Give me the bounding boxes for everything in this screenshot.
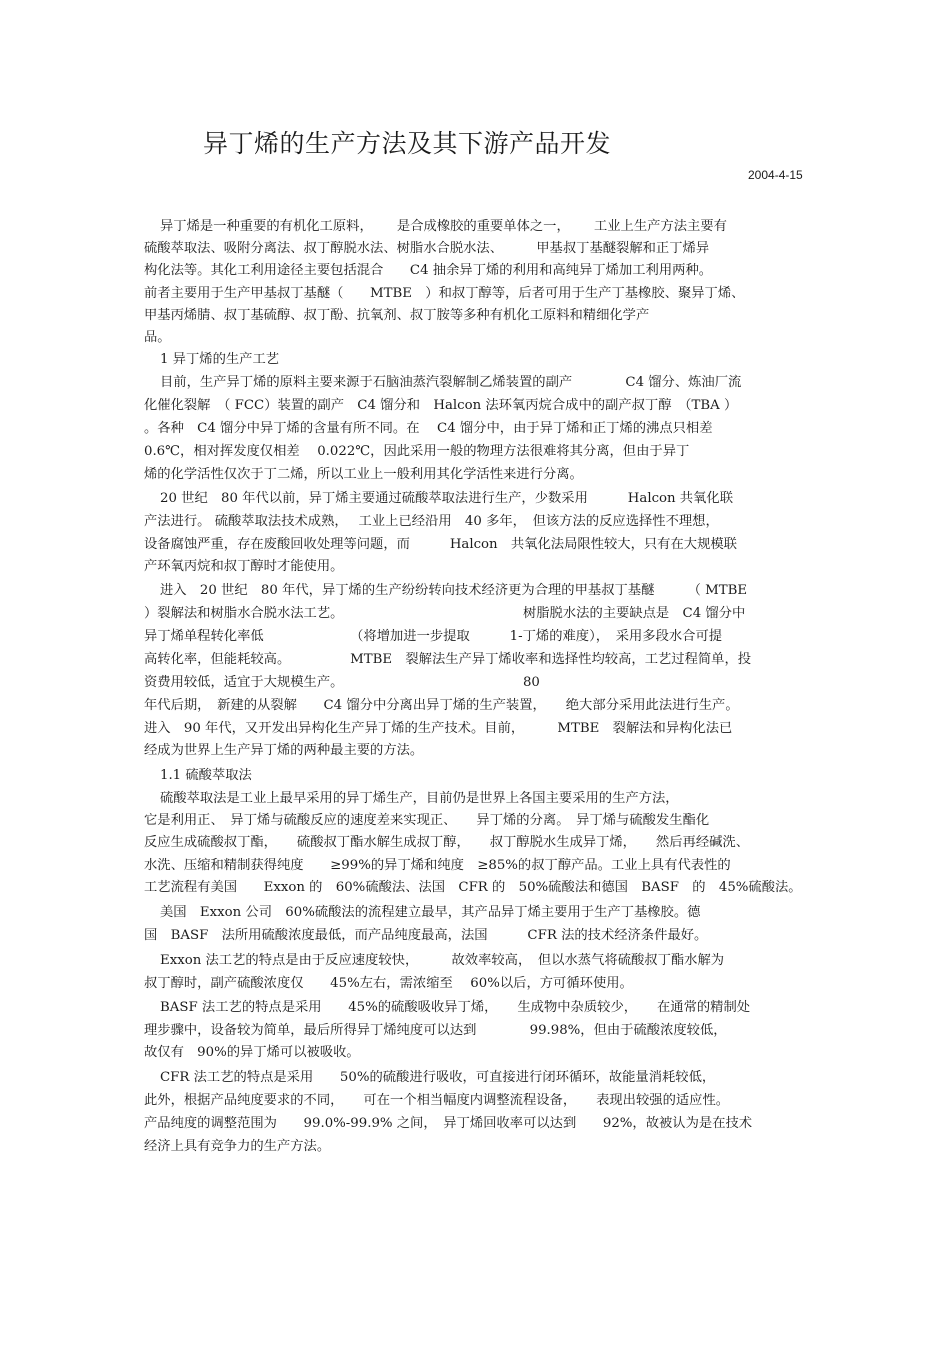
- paragraph-line: 异丁烯单程转化率低 （将增加进一步提取 1-丁烯的难度）， 采用多段水合可提: [144, 629, 723, 644]
- paragraph-line: Exxon 法工艺的特点是由于反应速度较快， 故效率较高， 但以水蒸气将硫酸叔丁酯水解为: [160, 953, 725, 968]
- paragraph-line: 年代后期， 新建的从裂解 C4 馏分中分离出异丁烯的生产装置， 绝大部分采用此法进行生产。: [144, 698, 739, 713]
- paragraph-line: 品。: [144, 330, 171, 345]
- paragraph-line: 故仅有 90%的异丁烯可以被吸收。: [144, 1045, 360, 1060]
- paragraph-line: 反应生成硫酸叔丁酯， 硫酸叔丁酯水解生成叔丁醇， 叔丁醇脱水生成异丁烯， 然后再经碱洗、: [144, 835, 750, 850]
- paragraph-line: 1.1 硫酸萃取法: [160, 768, 252, 783]
- paragraph-line: 化催化裂解 （ FCC）装置的副产 C4 馏分和 Halcon 法环氧丙烷合成中的副产叔丁醇 （TBA ）: [144, 398, 738, 413]
- paragraph-line: 目前，生产异丁烯的原料主要来源于石脑油蒸汽裂解制乙烯装置的副产 C4 馏分、炼油厂流: [160, 375, 742, 390]
- paragraph-line: BASF 法工艺的特点是采用 45%的硫酸吸收异丁烯， 生成物中杂质较少， 在通常的精制处: [160, 1000, 751, 1015]
- paragraph-line: CFR 法工艺的特点是采用 50%的硫酸进行吸收，可直接进行闭环循环，故能量消耗较低，: [160, 1070, 716, 1085]
- paragraph-line: 甲基丙烯腈、叔丁基硫醇、叔丁酚、抗氧剂、叔丁胺等多种有机化工原料和精细化学产: [144, 308, 650, 323]
- paragraph-line: 产环氧丙烷和叔丁醇时才能使用。: [144, 559, 344, 574]
- paragraph-line: 经成为世界上生产异丁烯的两种最主要的方法。: [144, 743, 424, 758]
- paragraph-line: 20 世纪 80 年代以前，异丁烯主要通过硫酸萃取法进行生产，少数采用 Halcon 共氧化联: [160, 491, 733, 506]
- paragraph-line: 工艺流程有美国 Exxon 的 60%硫酸法、法国 CFR 的 50%硫酸法和德国 BASF 的 45%硫酸法。: [144, 880, 802, 895]
- paragraph-line: ）裂解法和树脂水合脱水法工艺。 树脂脱水法的主要缺点是 C4 馏分中: [144, 606, 746, 621]
- paragraph-line: 1 异丁烯的生产工艺: [160, 352, 280, 367]
- paragraph-line: 烯的化学活性仅次于丁二烯，所以工业上一般利用其化学活性来进行分离。: [144, 467, 583, 482]
- paragraph-line: 产法进行。 硫酸萃取法技术成熟， 工业上已经沿用 40 多年， 但该方法的反应选择性不理想，: [144, 514, 719, 529]
- paragraph-line: 经济上具有竞争力的生产方法。: [144, 1139, 331, 1154]
- paragraph-line: 国 BASF 法所用硫酸浓度最低，而产品纯度最高，法国 CFR 法的技术经济条件最好。: [144, 928, 708, 943]
- paragraph-line: 0.6℃，相对挥发度仅相差 0.022℃，因此采用一般的物理方法很难将其分离，但由于异丁: [144, 444, 690, 459]
- paragraph-line: 异丁烯是一种重要的有机化工原料， 是合成橡胶的重要单体之一， 工业上生产方法主要有: [160, 219, 727, 234]
- paragraph-line: 理步骤中，设备较为简单，最后所得异丁烯纯度可以达到 99.98%，但由于硫酸浓度较低，: [144, 1023, 727, 1038]
- paragraph-line: 资费用较低，适宜于大规模生产。 80: [144, 675, 540, 690]
- paragraph-line: 进入 20 世纪 80 年代，异丁烯的生产纷纷转向技术经济更为合理的甲基叔丁基醚 （ MTBE: [160, 583, 748, 598]
- paragraph-line: 构化法等。其化工利用途径主要包括混合 C4 抽余异丁烯的利用和高纯异丁烯加工利用两种。: [144, 263, 713, 278]
- document-title: 异丁烯的生产方法及其下游产品开发: [203, 129, 612, 158]
- paragraph-line: 产品纯度的调整范围为 99.0%-99.9% 之间， 异丁烯回收率可以达到 92%，故被认为是在技术: [144, 1116, 753, 1131]
- paragraph-line: 美国 Exxon 公司 60%硫酸法的流程建立最早，其产品异丁烯主要用于生产丁基橡胶。德: [160, 905, 701, 920]
- document-date: 2004-4-15: [748, 168, 803, 182]
- paragraph-line: 此外，根据产品纯度要求的不同， 可在一个相当幅度内调整流程设备， 表现出较强的适应性。: [144, 1093, 730, 1108]
- paragraph-line: 水洗、压缩和精制获得纯度 ≥99%的异丁烯和纯度 ≥85%的叔丁醇产品。工业上具有代表性的: [144, 858, 731, 873]
- paragraph-line: 前者主要用于生产甲基叔丁基醚（ MTBE ）和叔丁醇等，后者可用于生产丁基橡胶、聚异丁烯、: [144, 286, 745, 301]
- paragraph-line: 进入 90 年代，又开发出异构化生产异丁烯的生产技术。目前， MTBE 裂解法和异构化法已: [144, 721, 733, 736]
- paragraph-line: 叔丁醇时，副产硫酸浓度仅 45%左右，需浓缩至 60%以后，方可循环使用。: [144, 976, 633, 991]
- paragraph-line: 设备腐蚀严重，存在废酸回收处理等问题，而 Halcon 共氧化法局限性较大，只有在大规模联: [144, 537, 737, 552]
- paragraph-line: 硫酸萃取法、吸附分离法、叔丁醇脱水法、树脂水合脱水法、 甲基叔丁基醚裂解和正丁烯异: [144, 241, 710, 256]
- paragraph-line: 它是利用正、 异丁烯与硫酸反应的速度差来实现正、 异丁烯的分离。 异丁烯与硫酸发生酯化: [144, 813, 710, 828]
- paragraph-line: 。各种 C4 馏分中异丁烯的含量有所不同。在 C4 馏分中，由于异丁烯和正丁烯的沸点只相差: [144, 421, 713, 436]
- paragraph-line: 高转化率，但能耗较高。 MTBE 裂解法生产异丁烯收率和选择性均较高，工艺过程简单，投: [144, 652, 752, 667]
- paragraph-line: 硫酸萃取法是工业上最早采用的异丁烯生产，目前仍是世界上各国主要采用的生产方法，: [160, 791, 679, 806]
